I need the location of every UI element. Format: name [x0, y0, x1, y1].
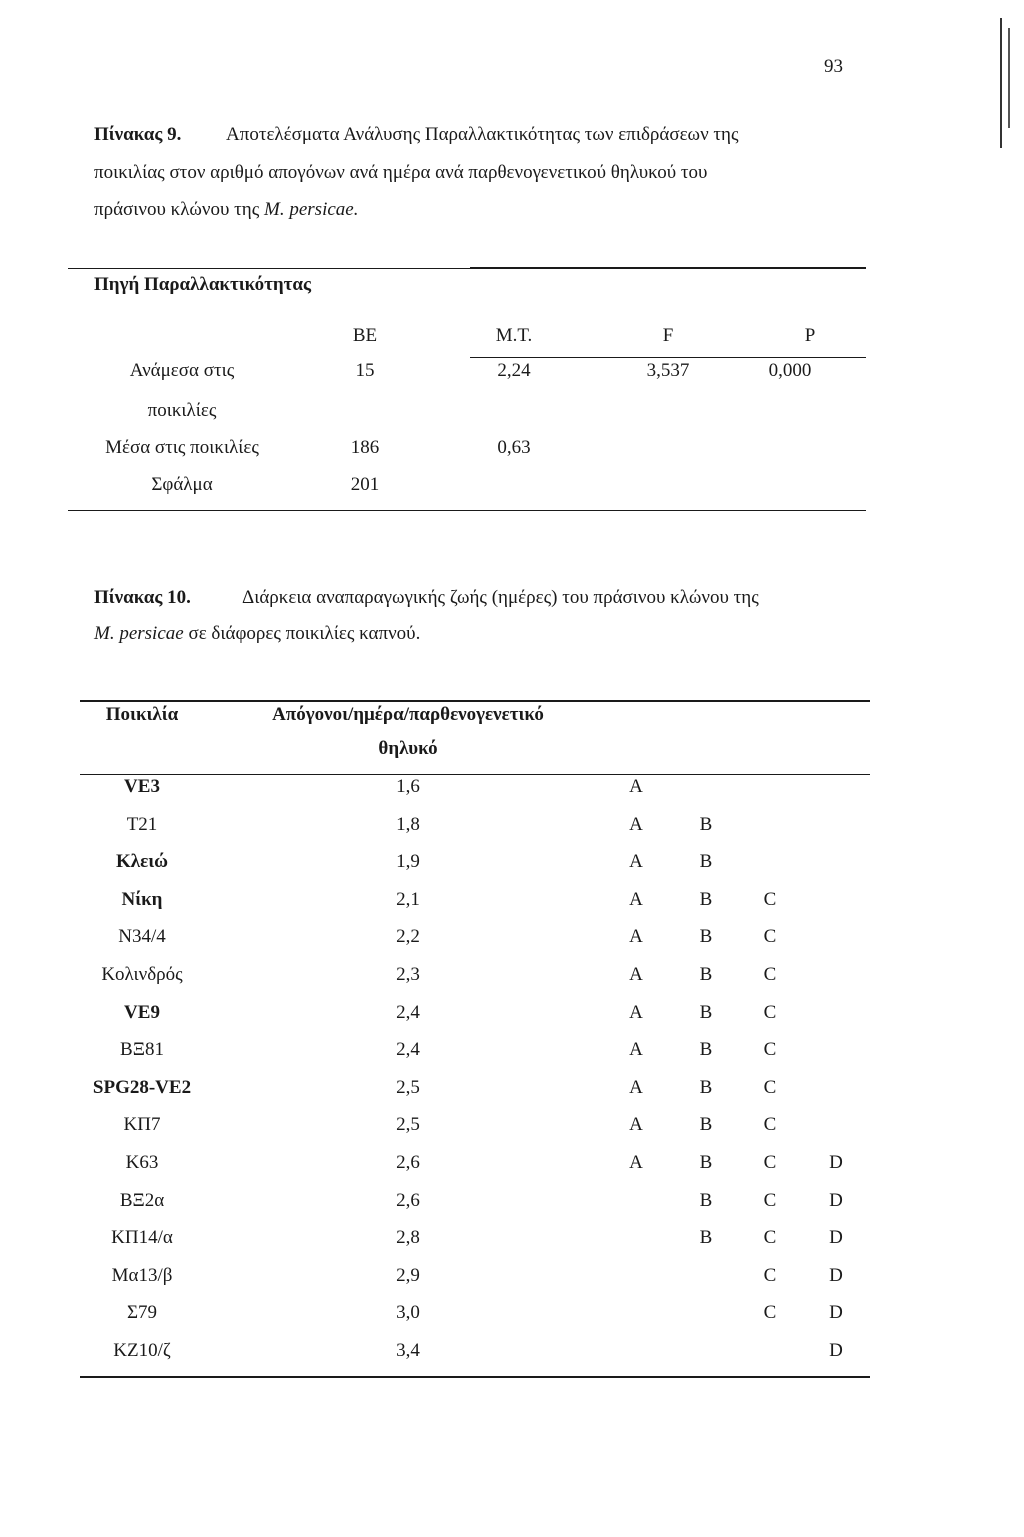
table10-group-c-cell: C: [763, 1227, 777, 1248]
table10-group-b-cell: B: [699, 1114, 713, 1135]
table10-group-a-cell: A: [629, 926, 643, 947]
table9-row2-source: Μέσα στις ποικιλίες: [105, 437, 259, 458]
table10-value-cell: 2,5: [396, 1077, 420, 1098]
table10-value-cell: 1,8: [396, 814, 420, 835]
table10-header-variety: Ποικιλία: [105, 704, 179, 725]
table10-group-b-cell: B: [699, 1227, 713, 1248]
table10-label: Πίνακας 10.: [94, 587, 191, 608]
table10-value-cell: 1,9: [396, 851, 420, 872]
table9-col-p: P: [804, 325, 816, 346]
table10-group-d-cell: D: [829, 1190, 843, 1211]
table10-caption-line1: Διάρκεια αναπαραγωγικής ζωής (ημέρες) του πράσινου κλώνου της: [242, 587, 759, 608]
table10-top-rule: [80, 700, 870, 702]
table10-value-cell: 2,8: [396, 1227, 420, 1248]
table10-group-c-cell: C: [763, 1190, 777, 1211]
scan-edge-mark: [1000, 18, 1002, 148]
table10-caption-species: M. persicae: [94, 623, 184, 644]
table10-group-a-cell: A: [629, 964, 643, 985]
table10-group-c-cell: C: [763, 926, 777, 947]
table10-variety-cell: ΚΠ14/α: [111, 1227, 173, 1248]
table10-group-c-cell: C: [763, 1114, 777, 1135]
table10-group-a-cell: A: [629, 1077, 643, 1098]
table10-variety-cell: ΚΠ7: [123, 1114, 161, 1135]
table9-row1-mt: 2,24: [497, 360, 531, 381]
table10-group-a-cell: A: [629, 889, 643, 910]
table10-header-value-line1: Απόγονοι/ημέρα/παρθενογενετικό: [272, 704, 544, 725]
table9-row1-f: 3,537: [646, 360, 690, 381]
table10-variety-cell: Σ79: [126, 1302, 158, 1323]
table10-group-c-cell: C: [763, 889, 777, 910]
table10-group-a-cell: A: [629, 851, 643, 872]
table10-group-b-cell: B: [699, 1190, 713, 1211]
table10-value-cell: 2,5: [396, 1114, 420, 1135]
table9-caption-line1: Αποτελέσματα Ανάλυσης Παραλλακτικότητας των επιδράσεων της: [226, 124, 739, 145]
table10-variety-cell: N34/4: [118, 926, 166, 947]
table9-row3-be: 201: [350, 474, 380, 495]
table10-variety-cell: ΚΖ10/ζ: [113, 1340, 171, 1361]
table9-row2-be: 186: [350, 437, 380, 458]
table10-group-c-cell: C: [763, 1002, 777, 1023]
table10-group-d-cell: D: [829, 1302, 843, 1323]
table10-bottom-rule: [80, 1376, 870, 1378]
table9-caption-line3-text: πράσινου κλώνου της: [94, 199, 265, 220]
table10-variety-cell: Μα13/β: [111, 1265, 173, 1286]
table10-caption-line2-text: σε διάφορες ποικιλίες καπνού.: [183, 623, 421, 644]
table9-caption-line3: [94, 199, 358, 221]
table10-group-a-cell: A: [629, 1114, 643, 1135]
scan-edge-mark: [1008, 28, 1010, 128]
table10-group-c-cell: C: [763, 1152, 777, 1173]
table10-variety-cell: Κλειώ: [115, 851, 169, 872]
table10-group-c-cell: C: [763, 1077, 777, 1098]
table10-group-b-cell: B: [699, 964, 713, 985]
table10-value-cell: 2,4: [396, 1039, 420, 1060]
table9-row3-source: Σφάλμα: [151, 474, 213, 495]
table9-row1-source-line1: Ανάμεσα στις: [129, 360, 235, 381]
table9-header-rule: [470, 357, 866, 358]
table10-value-cell: 2,6: [396, 1190, 420, 1211]
table10-value-cell: 2,3: [396, 964, 420, 985]
table10-group-d-cell: D: [829, 1265, 843, 1286]
table10-variety-cell: ΒΞ2α: [119, 1190, 165, 1211]
table10-group-a-cell: A: [629, 776, 643, 797]
table10-group-d-cell: D: [829, 1340, 843, 1361]
table10-value-cell: 2,1: [396, 889, 420, 910]
table9-caption-line2: ποικιλίας στον αριθμό απογόνων ανά ημέρα ανά παρθενογενετικού θηλυκού του: [94, 162, 708, 183]
table10-group-c-cell: C: [763, 1039, 777, 1060]
table10-group-b-cell: B: [699, 1002, 713, 1023]
table10-group-c-cell: C: [763, 1302, 777, 1323]
table10-variety-cell: ΒΞ81: [120, 1039, 164, 1060]
table10-group-b-cell: B: [699, 926, 713, 947]
table10-group-d-cell: D: [829, 1227, 843, 1248]
table10-value-cell: 2,2: [396, 926, 420, 947]
table9-source-header: Πηγή Παραλλακτικότητας: [94, 274, 312, 295]
table10-group-a-cell: A: [629, 1002, 643, 1023]
table10-variety-cell: VE9: [124, 1002, 160, 1023]
table10-value-cell: 2,9: [396, 1265, 420, 1286]
table9-top-rule-thick: [470, 267, 866, 269]
table10-value-cell: 2,6: [396, 1152, 420, 1173]
table10-caption-line2: [94, 623, 420, 645]
table10-value-cell: 3,0: [396, 1302, 420, 1323]
table10-header-value-line2: θηλυκό: [378, 738, 438, 759]
table10-group-b-cell: B: [699, 1152, 713, 1173]
table9-col-f: F: [662, 325, 674, 346]
table9-row1-be: 15: [355, 360, 375, 381]
table10-variety-cell: Νίκη: [121, 889, 163, 910]
table10-variety-cell: SPG28-VE2: [92, 1077, 192, 1098]
table10-group-a-cell: A: [629, 814, 643, 835]
page-number: 93: [824, 56, 843, 77]
table9-bottom-rule: [68, 510, 866, 511]
table10-group-a-cell: A: [629, 1039, 643, 1060]
table10-header-rule: [80, 774, 870, 775]
table9-col-be: ΒΕ: [352, 325, 378, 346]
table9-row1-p: 0,000: [768, 360, 812, 381]
table9-caption-species: M. persicae.: [264, 199, 359, 220]
table10-group-b-cell: B: [699, 1077, 713, 1098]
table10-group-b-cell: B: [699, 889, 713, 910]
table10-value-cell: 2,4: [396, 1002, 420, 1023]
table10-variety-cell: VE3: [124, 776, 160, 797]
table9-row2-mt: 0,63: [497, 437, 531, 458]
table10-group-d-cell: D: [829, 1152, 843, 1173]
table10-group-c-cell: C: [763, 964, 777, 985]
table10-group-b-cell: B: [699, 814, 713, 835]
table10-value-cell: 1,6: [396, 776, 420, 797]
table10-variety-cell: T21: [126, 814, 158, 835]
table9-label: Πίνακας 9.: [94, 124, 182, 145]
table10-group-b-cell: B: [699, 1039, 713, 1060]
table9-col-mt: Μ.Τ.: [495, 325, 533, 346]
table10-value-cell: 3,4: [396, 1340, 420, 1361]
table9-row1-source-line2: ποικιλίες: [147, 400, 217, 421]
table10-group-c-cell: C: [763, 1265, 777, 1286]
table10-group-b-cell: B: [699, 851, 713, 872]
table10-variety-cell: Κολινδρός: [101, 964, 183, 985]
table10-group-a-cell: A: [629, 1152, 643, 1173]
table10-variety-cell: K63: [125, 1152, 159, 1173]
